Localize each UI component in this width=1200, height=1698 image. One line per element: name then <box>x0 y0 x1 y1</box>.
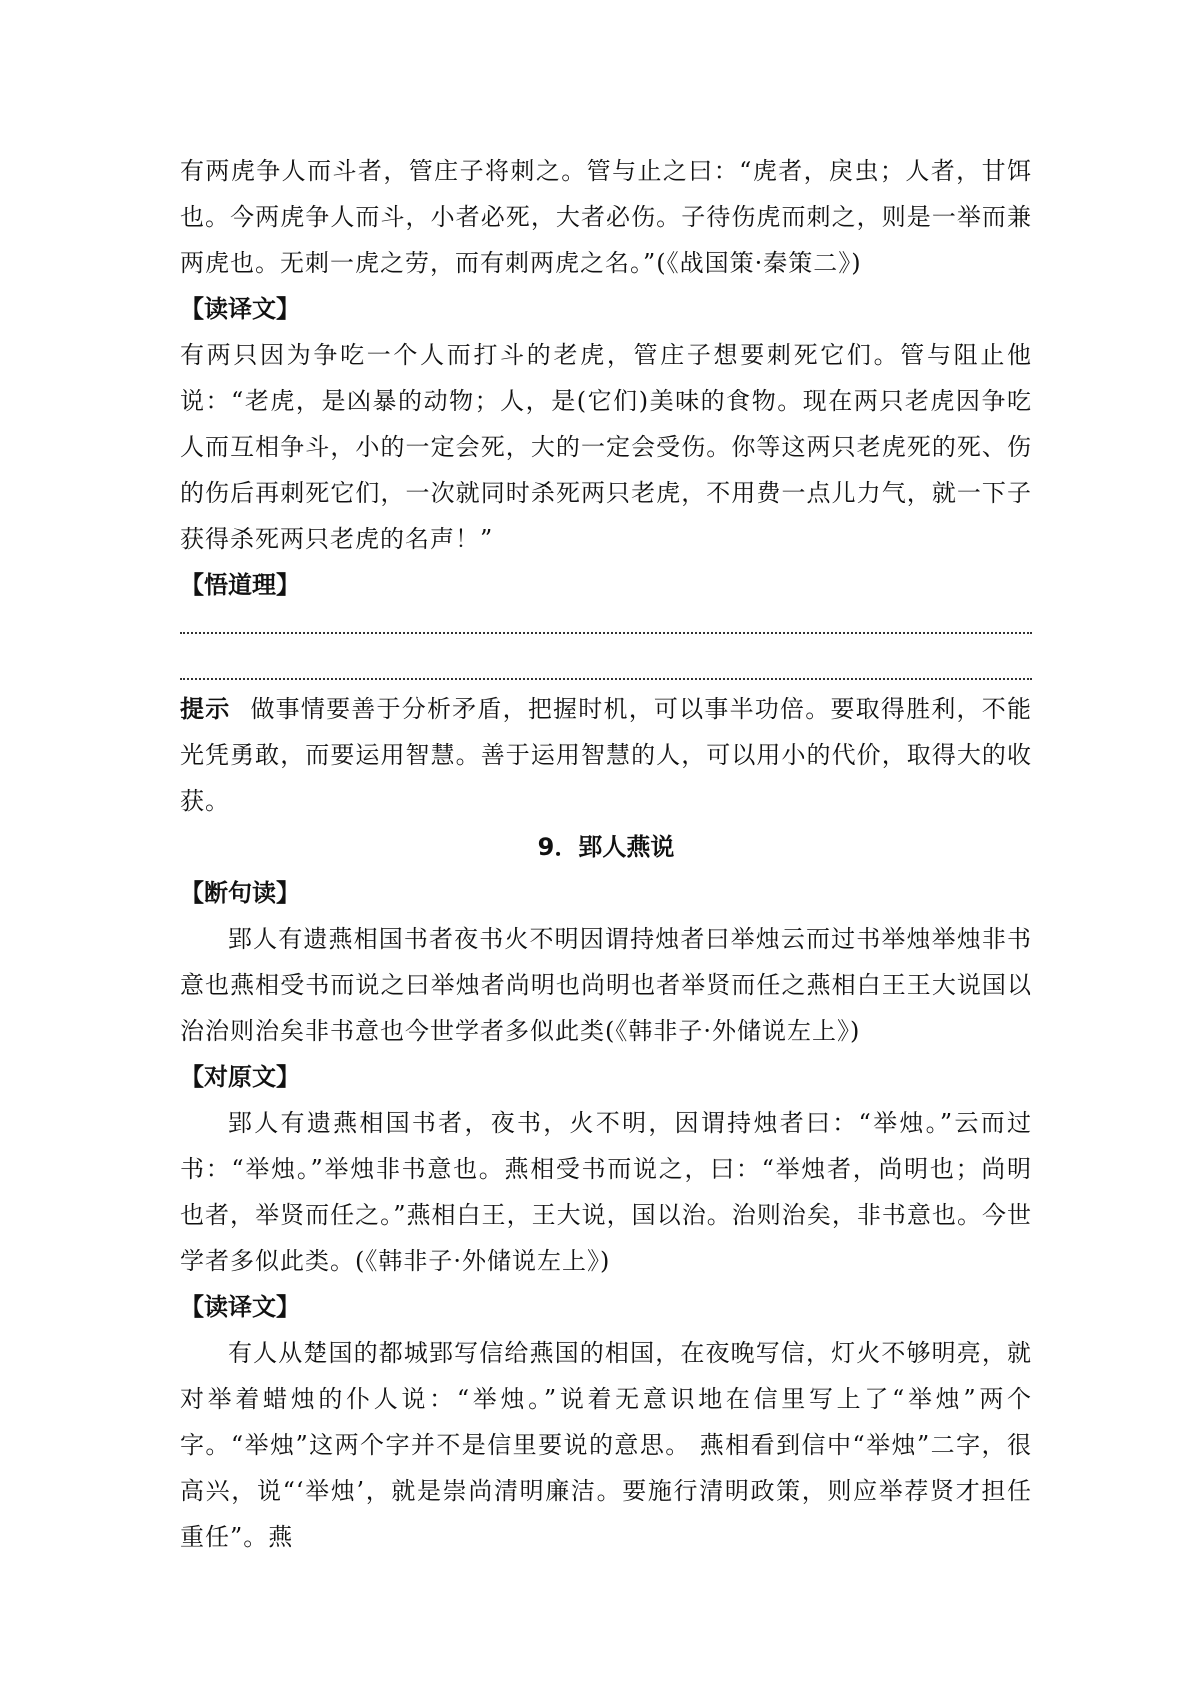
page-content <box>180 148 1032 1560</box>
story9-punctuate-heading: 【断句读】 <box>180 879 300 907</box>
story8-translation-heading: 【读译文】 <box>180 295 300 323</box>
story9-title: 9．郢人燕说 <box>537 833 675 861</box>
answer-line-1 <box>180 632 1032 634</box>
story9-translation-text: 有人从楚国的都城郢写信给燕国的相国，在夜晚写信，灯火不够明亮，就对举着蜡烛的仆人说：“举烛。”说着无意识地在信里写上了“举烛”两个字。“举烛”这两个字并不是信里要说的意思。 燕相看到信中“举烛”二字，很高兴，说“‘举烛’，就是崇尚清明廉洁。要施行清明政策，则应举荐贤才担任重任”。燕 <box>180 1339 1032 1551</box>
story8-translation-text: 有两只因为争吃一个人而打斗的老虎，管庄子想要刺死它们。管与阻止他说：“老虎，是凶暴的动物；人，是(它们)美味的食物。现在两只老虎因争吃人而互相争斗，小的一定会死，大的一定会受伤。你等这两只老虎死的死、伤的伤后再刺死它们，一次就同时杀死两只老虎，不用费一点儿力气，就一下子获得杀死两只老虎的名声！” <box>180 341 1032 553</box>
story8-tip <box>180 686 1032 824</box>
story8-original-text: 有两虎争人而斗者，管庄子将刺之。管与止之曰：“虎者，戾虫；人者，甘饵也。今两虎争人而斗，小者必死，大者必伤。子待伤虎而刺之，则是一举而兼两虎也。无刺一虎之劳，而有刺两虎之名。”(《战国策·秦策二》) <box>180 157 1032 277</box>
story8-lesson-heading: 【悟道理】 <box>180 571 300 599</box>
tip-label: 提示 <box>180 695 231 723</box>
tip-text: 做事情要善于分析矛盾，把握时机，可以事半功倍。要取得胜利，不能光凭勇敢，而要运用智慧。善于运用智慧的人，可以用小的代价，取得大的收获。 <box>180 695 1032 815</box>
story9-punctuate-text: 郢人有遗燕相国书者夜书火不明因谓持烛者曰举烛云而过书举烛举烛非书意也燕相受书而说之曰举烛者尚明也尚明也者举贤而任之燕相白王王大说国以治治则治矣非书意也今世学者多似此类(《韩非子·外储说左上》) <box>180 925 1032 1045</box>
answer-line-2 <box>180 678 1032 680</box>
story9-original-text: 郢人有遗燕相国书者，夜书，火不明，因谓持烛者曰：“举烛。”云而过书：“举烛。”举烛非书意也。燕相受书而说之，曰：“举烛者，尚明也；尚明也者，举贤而任之。”燕相白王，王大说，国以治。治则治矣，非书意也。今世学者多似此类。(《韩非子·外储说左上》) <box>180 1109 1032 1275</box>
story9-translation-heading: 【读译文】 <box>180 1293 300 1321</box>
story9-original-heading: 【对原文】 <box>180 1063 300 1091</box>
